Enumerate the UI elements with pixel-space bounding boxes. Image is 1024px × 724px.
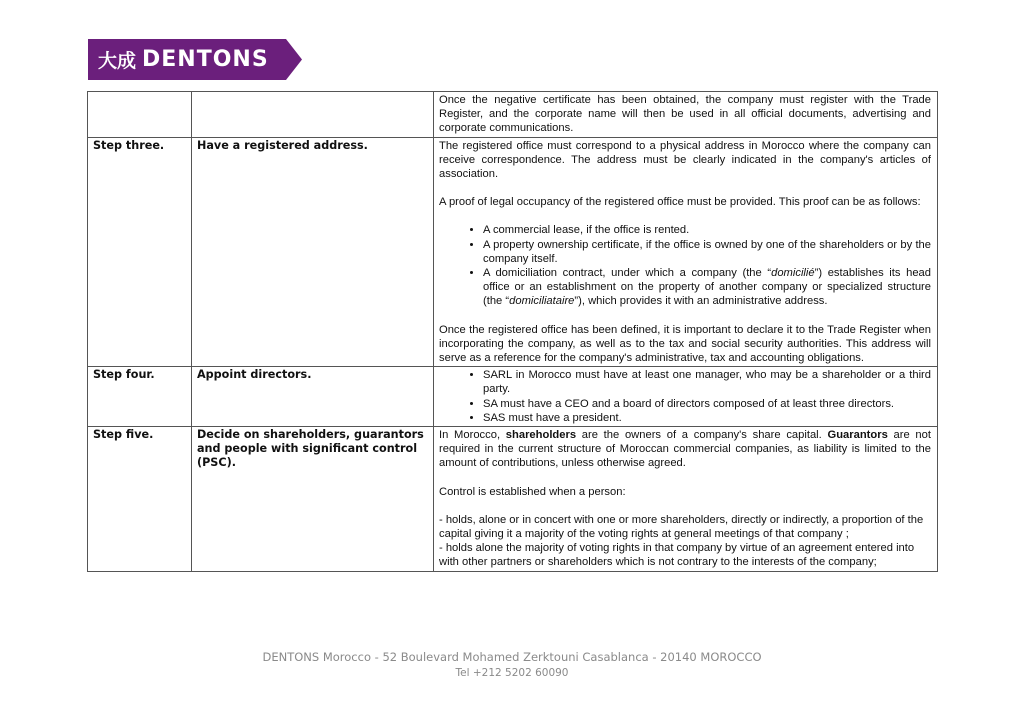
list-item: • A domiciliation contract, under which a company (the “domicilié”) establishes its head office or an establishment on the property of another company or specialized structure (the “domiciliataire”), which provides it with an administrative address.: [483, 266, 931, 309]
paragraph: Control is established when a person:: [439, 485, 626, 498]
bullet-list: [439, 223, 931, 308]
table-row: [88, 427, 938, 572]
paragraph: A proof of legal occupancy of the registered office must be provided. This proof can be as follows:: [439, 196, 921, 209]
list-item: • SAS must have a president.: [483, 411, 931, 425]
list-item: • SARL in Morocco must have at least one manager, who may be a shareholder or a third party.: [483, 368, 931, 396]
table-row: [88, 367, 938, 427]
paragraph: - holds, alone or in concert with one or more shareholders, directly or indirectly, a proportion of the capital giving it a majority of the voting rights at general meetings of that company ;: [439, 513, 924, 541]
details-cell: [434, 427, 938, 572]
steps-table: [87, 91, 938, 572]
action-cell: [192, 92, 434, 138]
logo-name: DENTONS: [142, 47, 269, 72]
paragraph: In Morocco, shareholders are the owners of a company's share capital. Guarantors are not required in the current structure of Moroccan commercial companies, as liability is limited to the amount of contributions, unless otherwise agreed.: [439, 429, 931, 470]
table-row: [88, 137, 938, 367]
bullet-list: [439, 368, 931, 425]
step-cell: Step four.: [88, 367, 192, 427]
step-cell: Step three.: [88, 137, 192, 367]
dentons-logo: [88, 39, 302, 80]
footer-address: DENTONS Morocco - 52 Boulevard Mohamed Zerktouni Casablanca - 20140 MOROCCO: [262, 650, 762, 664]
list-item: • A commercial lease, if the office is rented.: [483, 223, 931, 237]
table-row: [88, 92, 938, 138]
paragraph: Once the negative certificate has been obtained, the company must register with the Trade Register, and the corporate name will then be used in all official documents, advertising and corporate communications.: [439, 94, 931, 135]
paragraph: Once the registered office has been defined, it is important to declare it to the Trade Register when incorporating the company, as well as to the tax and social security authorities. This address will serve as a reference for the company's administrative, tax and accounting obligations.: [439, 323, 931, 365]
details-cell: [434, 92, 938, 138]
step-cell: Step five.: [88, 427, 192, 572]
step-cell: [88, 92, 192, 138]
details-cell: [434, 367, 938, 427]
list-item: • A property ownership certificate, if the office is owned by one of the shareholders or by the company itself.: [483, 238, 931, 266]
paragraph: The registered office must correspond to a physical address in Morocco where the company can receive correspondence. The address must be clearly indicated in the company's articles of association.: [439, 139, 931, 181]
footer-phone: Tel +212 5202 60090: [455, 667, 569, 679]
action-cell: Have a registered address.: [192, 137, 434, 367]
details-cell: [434, 137, 938, 367]
action-cell: Appoint directors.: [192, 367, 434, 427]
action-cell: Decide on shareholders, guarantors and people with significant control (PSC).: [192, 427, 434, 572]
logo-chinese-text: 大成: [98, 50, 137, 72]
paragraph: - holds alone the majority of voting rights in that company by virtue of an agreement entered into with other partners or shareholders which is not contrary to the interests of the company;: [439, 542, 915, 569]
list-item: • SA must have a CEO and a board of directors composed of at least three directors.: [483, 397, 931, 411]
